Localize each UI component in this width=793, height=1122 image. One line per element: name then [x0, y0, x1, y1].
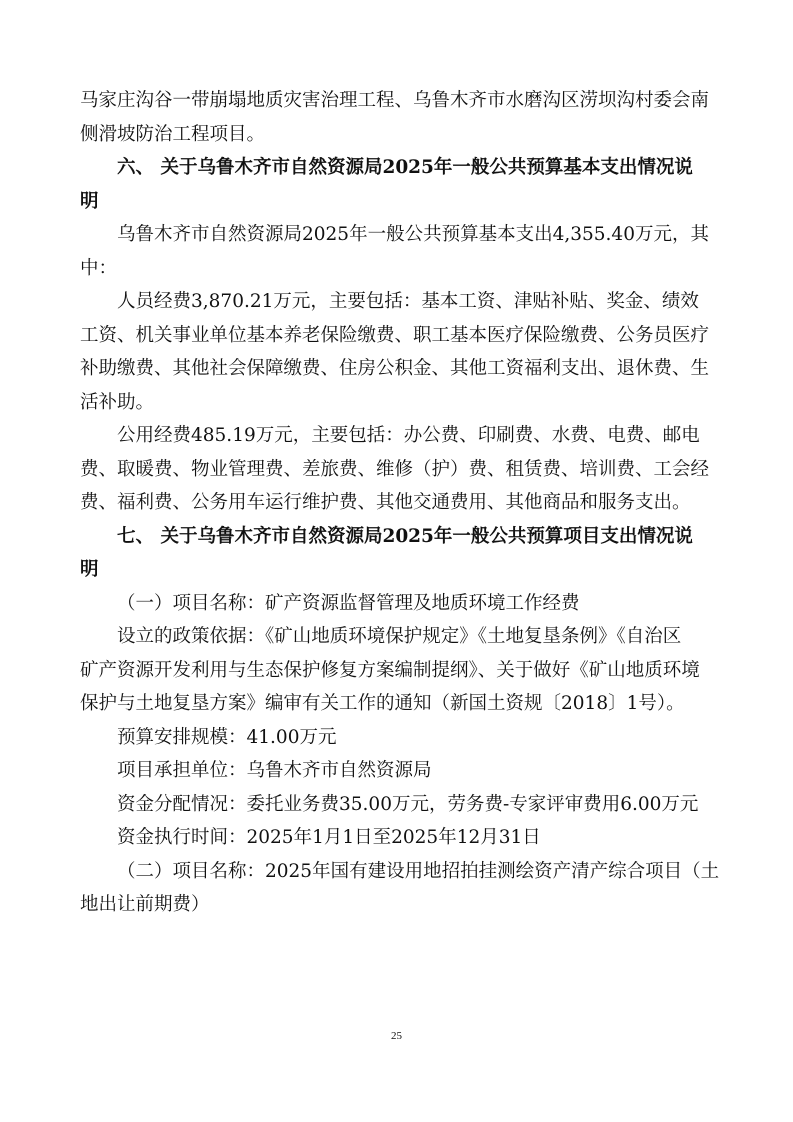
paragraph-line: 地出让前期费）	[80, 894, 210, 915]
paragraph-line: 乌鲁木齐市自然资源局2025年一般公共预算基本支出4,355.40万元，其	[117, 224, 709, 245]
paragraph-line: 资金分配情况：委托业务费35.00万元，劳务费-专家评审费用6.00万元	[117, 793, 699, 815]
section-heading-line: 明	[80, 190, 99, 212]
paragraph-line: 预算安排规模：41.00万元	[117, 726, 337, 748]
paragraph-line: 资金执行时间：2025年1月1日至2025年12月31日	[117, 827, 541, 848]
paragraph-line: （一）项目名称：矿产资源监督管理及地质环境工作经费	[117, 592, 580, 614]
paragraph-line: 保护与土地复垦方案》编审有关工作的通知（新国土资规〔2018〕1号）。	[80, 693, 685, 714]
paragraph-line: 人员经费3,870.21万元，主要包括：基本工资、津贴补贴、奖金、绩效	[117, 291, 699, 312]
paragraph-line: 中：	[80, 257, 118, 279]
paragraph-line: 费、取暖费、物业管理费、差旅费、维修（护）费、租赁费、培训费、工会经	[80, 458, 710, 480]
paragraph-line: 侧滑坡防治工程项目。	[80, 123, 266, 145]
paragraph-line: 马家庄沟谷一带崩塌地质灾害治理工程、乌鲁木齐市水磨沟区涝坝沟村委会南	[80, 90, 710, 111]
paragraph-line: 活补助。	[80, 391, 155, 413]
paragraph-line: 工资、机关事业单位基本养老保险缴费、职工基本医疗保险缴费、公务员医疗	[80, 324, 710, 346]
paragraph-line: 矿产资源开发利用与生态保护修复方案编制提纲》、关于做好《矿山地质环境	[80, 659, 700, 681]
section-heading-line: 明	[80, 559, 99, 580]
paragraph-line: 公用经费485.19万元，主要包括：办公费、印刷费、水费、电费、邮电	[117, 425, 700, 446]
paragraph-line: （二）项目名称：2025年国有建设用地招拍挂测绘资产清产综合项目（土	[117, 860, 720, 882]
paragraph-line: 补助缴费、其他社会保障缴费、住房公积金、其他工资福利支出、退休费、生	[80, 358, 710, 379]
section-heading-line: 七、 关于乌鲁木齐市自然资源局2025年一般公共预算项目支出情况说	[117, 525, 693, 547]
paragraph-line: 费、福利费、公务用车运行维护费、其他交通费用、其他商品和服务支出。	[80, 492, 691, 513]
page-number: 25	[391, 1030, 402, 1042]
paragraph-line: 设立的政策依据：《矿山地质环境保护规定》《土地复垦条例》《自治区	[117, 626, 682, 647]
document-body	[80, 84, 720, 922]
section-heading-line: 六、 关于乌鲁木齐市自然资源局2025年一般公共预算基本支出情况说	[117, 157, 693, 178]
paragraph-line: 项目承担单位：乌鲁木齐市自然资源局	[117, 760, 432, 781]
